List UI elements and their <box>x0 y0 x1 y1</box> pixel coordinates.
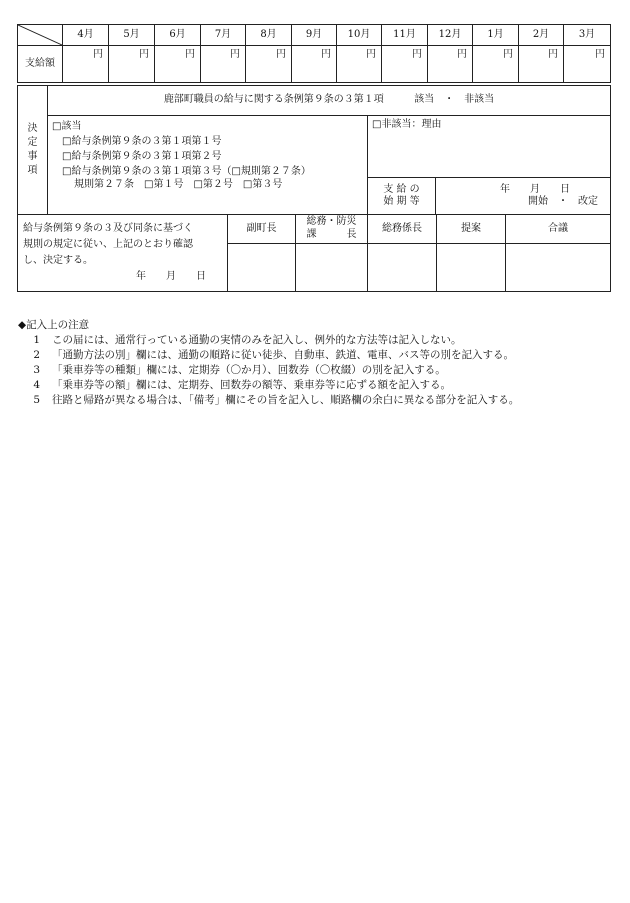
month-header: 12月 <box>428 25 473 46</box>
note-number: 1 <box>33 334 40 346</box>
consultation-header: 合議 <box>506 215 611 244</box>
month-header: 10月 <box>337 25 382 46</box>
applicable-cell <box>48 116 368 215</box>
payment-start-label-line: 支 給 の <box>383 183 420 195</box>
diagonal-line <box>18 25 62 45</box>
yen-unit: 円 <box>185 49 195 60</box>
note-item <box>18 378 618 393</box>
consultation-stamp-cell[interactable] <box>506 243 611 291</box>
payment-start-label <box>368 178 436 215</box>
payment-cell[interactable] <box>155 46 201 83</box>
payment-cell[interactable] <box>428 46 473 83</box>
notes-section <box>18 318 618 408</box>
applicable-item-3[interactable]: □給与条例第９条の３第１項第３号（□規則第２７条） <box>62 166 311 177</box>
note-text: この届には、通常行っている通勤の実情のみを記入し、例外的な方法等は記入しない。 <box>52 334 462 346</box>
note-item <box>18 363 618 378</box>
yen-unit: 円 <box>548 49 558 60</box>
chief-header: 総務係長 <box>368 215 437 244</box>
yen-unit: 円 <box>139 49 149 60</box>
yen-unit: 円 <box>321 49 331 60</box>
note-item <box>18 348 618 363</box>
notes-title: ◆記入上の注意 <box>18 319 90 331</box>
payment-cell[interactable] <box>382 46 428 83</box>
yen-unit: 円 <box>276 49 286 60</box>
payment-cell[interactable] <box>519 46 564 83</box>
note-text: 「乗車券等の額」欄には、定期券、回数券の額等、乗車券等に応ずる額を記入する。 <box>52 379 451 391</box>
payment-cell[interactable] <box>63 46 109 83</box>
proposal-header: 提案 <box>437 215 506 244</box>
decision-heading-options: 該当 ・ 非該当 <box>414 94 495 106</box>
note-number: 2 <box>33 349 40 361</box>
yen-unit: 円 <box>230 49 240 60</box>
chief-stamp-cell[interactable] <box>368 243 437 291</box>
decision-heading: 鹿部町職員の給与に関する条例第９条の３第１項 <box>163 94 384 106</box>
note-number: 5 <box>33 394 40 406</box>
statement-line: 規則の規定に従い、上記のとおり確認 <box>23 239 193 250</box>
yen-unit: 円 <box>412 49 422 60</box>
vice-mayor-stamp-cell[interactable] <box>228 243 296 291</box>
yen-unit: 円 <box>366 49 376 60</box>
payment-cell[interactable] <box>564 46 611 83</box>
not-applicable-cell[interactable] <box>368 116 611 178</box>
decision-table <box>17 85 611 215</box>
date-line: 年 月 日 <box>500 183 571 195</box>
general-affairs-line: 総務・防災 <box>306 216 357 228</box>
payment-cell[interactable] <box>337 46 382 83</box>
payment-start-cell[interactable] <box>436 178 611 215</box>
general-affairs-line: 課 長 <box>306 228 357 240</box>
payment-cell[interactable] <box>246 46 292 83</box>
salary-table <box>17 24 611 83</box>
rule-line[interactable]: 規則第２７条 □第１号 □第２号 □第３号 <box>74 179 283 190</box>
month-header: 2月 <box>519 25 564 46</box>
payment-cell[interactable] <box>292 46 337 83</box>
applicable-item-1[interactable]: □給与条例第９条の３第１項第１号 <box>62 136 222 147</box>
yen-unit: 円 <box>595 49 605 60</box>
approval-statement <box>18 215 228 292</box>
month-header: 1月 <box>473 25 519 46</box>
note-number: 4 <box>33 379 40 391</box>
start-change-options[interactable]: 開始 ・ 改定 <box>528 196 599 207</box>
decision-label-char: 項 <box>27 165 38 176</box>
month-header: 4月 <box>63 25 109 46</box>
applicable-checkbox[interactable]: □該当 <box>52 121 82 132</box>
payment-row-label: 支給額 <box>18 46 63 83</box>
month-header: 5月 <box>109 25 155 46</box>
not-applicable-label: □非該当：理由 <box>372 119 442 130</box>
decision-label-char: 定 <box>27 137 38 148</box>
decision-label-char: 決 <box>27 123 38 134</box>
payment-start-label-line: 始 期 等 <box>383 196 420 207</box>
proposal-stamp-cell[interactable] <box>437 243 506 291</box>
statement-line: し、決定する。 <box>23 255 93 266</box>
yen-unit: 円 <box>457 49 467 60</box>
yen-unit: 円 <box>93 49 103 60</box>
decision-heading-cell <box>48 86 611 116</box>
month-header: 3月 <box>564 25 611 46</box>
payment-cell[interactable] <box>201 46 246 83</box>
month-header: 11月 <box>382 25 428 46</box>
month-header: 9月 <box>292 25 337 46</box>
applicable-item-2[interactable]: □給与条例第９条の３第１項第２号 <box>62 151 222 162</box>
payment-cell[interactable] <box>473 46 519 83</box>
decision-label <box>18 86 48 215</box>
yen-unit: 円 <box>503 49 513 60</box>
vice-mayor-header: 副町長 <box>228 215 296 244</box>
note-number: 3 <box>33 364 40 376</box>
approval-table <box>17 214 611 292</box>
payment-cell[interactable] <box>109 46 155 83</box>
note-text: 「通勤方法の別」欄には、通勤の順路に従い徒歩、自動車、鉄道、電車、バス等の別を記入する。 <box>52 349 514 361</box>
corner-diagonal-cell <box>18 25 63 46</box>
general-affairs-stamp-cell[interactable] <box>296 243 368 291</box>
month-header: 7月 <box>201 25 246 46</box>
note-text: 往路と帰路が異なる場合は、「備考」欄にその旨を記入し、順路欄の余白に異なる部分を記入する。 <box>52 394 520 406</box>
statement-line: 給与条例第９条の３及び同条に基づく <box>23 223 193 234</box>
statement-date: 年 月 日 <box>136 271 206 282</box>
month-header: 8月 <box>246 25 292 46</box>
month-header: 6月 <box>155 25 201 46</box>
general-affairs-header <box>296 215 368 244</box>
note-text: 「乗車券等の種類」欄には、定期券（〇か月）、回数券（〇枚綴）の別を記入する。 <box>52 364 446 376</box>
decision-label-char: 事 <box>27 151 38 162</box>
note-item <box>18 333 618 348</box>
note-item <box>18 393 618 408</box>
